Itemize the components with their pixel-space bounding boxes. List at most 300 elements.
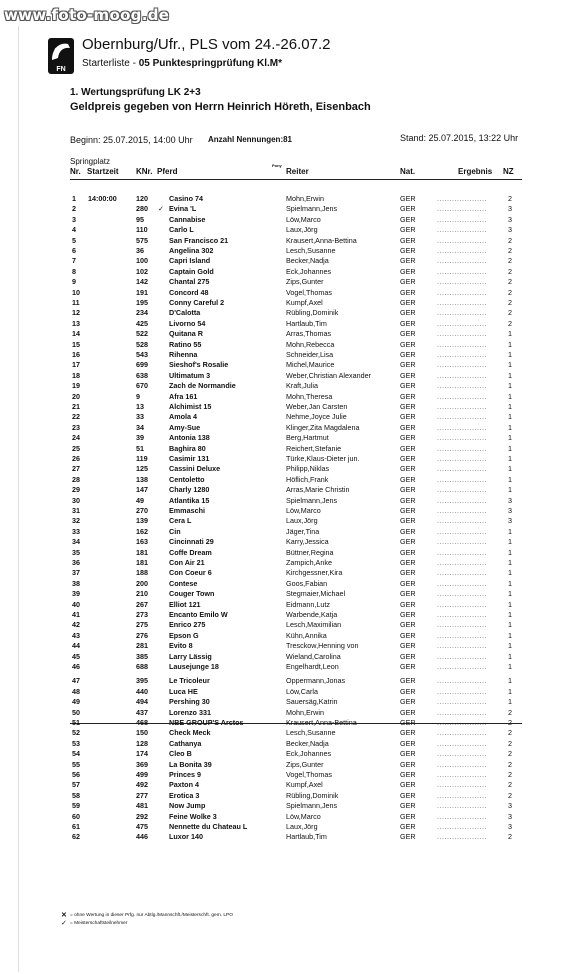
row-nation: GER — [400, 308, 416, 318]
row-result: .................... — [437, 578, 487, 588]
row-nation: GER — [400, 749, 416, 759]
begin-time: Beginn: 25.07.2015, 14:00 Uhr — [70, 135, 193, 145]
row-nz: 1 — [508, 568, 512, 578]
row-nz: 1 — [508, 422, 512, 432]
row-nation: GER — [400, 422, 416, 432]
row-rider: Arras,Thomas — [286, 329, 332, 339]
row-result: .................... — [437, 516, 487, 526]
row-result: .................... — [437, 235, 487, 245]
row-nation: GER — [400, 433, 416, 443]
row-nation: GER — [400, 801, 416, 811]
row-nr: 59 — [72, 801, 80, 811]
row-knr: 234 — [136, 308, 148, 318]
row-rider: Eck,Johannes — [286, 749, 332, 759]
row-nr: 58 — [72, 790, 80, 800]
row-horse: Epson G — [169, 630, 199, 640]
row-nation: GER — [400, 235, 416, 245]
row-knr: 575 — [136, 235, 148, 245]
row-nz: 1 — [508, 381, 512, 391]
row-nr: 10 — [72, 287, 80, 297]
row-knr: 475 — [136, 822, 148, 831]
row-horse: Cathanya — [169, 738, 202, 748]
row-horse: Larry Lässig — [169, 651, 212, 661]
row-rider: Vogel,Thomas — [286, 287, 332, 297]
row-nation: GER — [400, 790, 416, 800]
row-nation: GER — [400, 339, 416, 349]
row-nr: 6 — [72, 246, 76, 255]
row-knr: 125 — [136, 464, 148, 474]
row-nation: GER — [400, 256, 416, 266]
row-knr: 110 — [136, 225, 148, 235]
col-header-pferd: Pferd — [157, 167, 178, 176]
row-horse: Zach de Normandie — [169, 381, 236, 391]
row-nation: GER — [400, 578, 416, 588]
row-result: .................... — [437, 558, 487, 567]
row-result: .................... — [437, 391, 487, 401]
fn-logo-icon — [48, 38, 74, 74]
row-horse: Con Coeur 6 — [169, 568, 212, 578]
row-nz: 3 — [508, 811, 512, 821]
table-row — [0, 589, 588, 599]
row-nation: GER — [400, 620, 416, 630]
row-nr: 14 — [72, 329, 80, 339]
row-nation: GER — [400, 537, 416, 547]
row-horse: Angelina 302 — [169, 246, 214, 255]
row-nz: 2 — [508, 318, 512, 328]
table-row — [0, 631, 588, 641]
checkmark-icon: ✓ — [61, 920, 67, 927]
row-result: .................... — [437, 759, 487, 769]
row-horse: Antonia 138 — [169, 433, 210, 443]
row-nr: 60 — [72, 811, 80, 821]
table-row — [0, 620, 588, 630]
row-rider: Eck,Johannes — [286, 266, 332, 276]
row-nr: 35 — [72, 547, 80, 557]
row-result: .................... — [437, 402, 487, 411]
table-row — [0, 822, 588, 832]
table-row — [0, 832, 588, 842]
row-nation: GER — [400, 225, 416, 235]
row-nz: 2 — [508, 728, 512, 738]
header-divider — [70, 179, 522, 180]
row-nz: 1 — [508, 402, 512, 411]
row-horse: Alchimist 15 — [169, 402, 212, 411]
table-row — [0, 485, 588, 495]
row-horse: Enrico 275 — [169, 620, 206, 630]
row-nation: GER — [400, 558, 416, 567]
row-nation: GER — [400, 547, 416, 557]
row-nz: 2 — [508, 194, 512, 203]
row-nation: GER — [400, 516, 416, 526]
row-nr: 18 — [72, 370, 80, 380]
table-row — [0, 298, 588, 308]
col-header-nr: Nr. — [70, 167, 81, 176]
row-nr: 43 — [72, 630, 80, 640]
row-knr: 670 — [136, 381, 148, 391]
row-nation: GER — [400, 246, 416, 255]
row-horse: Check Meck — [169, 728, 211, 738]
row-result: .................... — [437, 506, 487, 515]
row-result: .................... — [437, 225, 487, 235]
row-horse: Casimir 131 — [169, 454, 210, 463]
row-nz: 3 — [508, 516, 512, 526]
row-rider: Engelhardt,Leon — [286, 662, 339, 671]
table-row — [0, 308, 588, 318]
table-row — [0, 392, 588, 402]
row-horse: Amola 4 — [169, 412, 197, 422]
row-nz: 3 — [508, 495, 512, 505]
row-nation: GER — [400, 495, 416, 505]
page-title: Obernburg/Ufr., PLS vom 24.-26.07.2 — [82, 36, 331, 53]
row-result: .................... — [437, 676, 487, 686]
row-nz: 3 — [508, 214, 512, 224]
table-row — [0, 687, 588, 697]
row-knr: 276 — [136, 630, 148, 640]
row-nz: 1 — [508, 350, 512, 359]
row-rider: Türke,Klaus-Dieter jun. — [286, 454, 360, 463]
row-result: .................... — [437, 443, 487, 453]
row-nz: 1 — [508, 526, 512, 536]
row-nz: 1 — [508, 697, 512, 707]
row-nation: GER — [400, 266, 416, 276]
row-result: .................... — [437, 308, 487, 318]
entry-count: Anzahl Nennungen:81 — [208, 135, 293, 144]
row-result: .................... — [437, 832, 487, 842]
row-knr: 39 — [136, 433, 144, 443]
row-nr: 9 — [72, 277, 76, 287]
row-rider: Laux,Jörg — [286, 516, 318, 526]
row-nr: 12 — [72, 308, 80, 318]
row-nr: 47 — [72, 676, 80, 686]
row-nz: 1 — [508, 578, 512, 588]
row-result: .................... — [437, 298, 487, 307]
row-nz: 3 — [508, 801, 512, 811]
row-horse: D'Calotta — [169, 308, 201, 318]
row-horse: Cleo B — [169, 749, 192, 759]
row-result: .................... — [437, 412, 487, 422]
row-knr: 440 — [136, 686, 148, 696]
row-rider: Lesch,Maximilian — [286, 620, 342, 630]
row-nz: 3 — [508, 204, 512, 214]
row-nation: GER — [400, 651, 416, 661]
row-nation: GER — [400, 485, 416, 495]
cross-icon: ✕ — [61, 912, 67, 919]
row-nr: 49 — [72, 697, 80, 707]
row-nz: 2 — [508, 277, 512, 287]
row-nr: 54 — [72, 749, 80, 759]
table-row — [0, 371, 588, 381]
row-horse: Lausejunge 18 — [169, 662, 219, 671]
table-row — [0, 548, 588, 558]
row-knr: 468 — [136, 718, 148, 727]
row-knr: 174 — [136, 749, 148, 759]
row-horse: Conny Careful 2 — [169, 298, 225, 307]
row-horse: NBE GROUP'S Arctos — [169, 718, 244, 727]
row-result: .................... — [437, 495, 487, 505]
row-result: .................... — [437, 485, 487, 495]
row-result: .................... — [437, 454, 487, 463]
row-nz: 2 — [508, 790, 512, 800]
table-row — [0, 791, 588, 801]
row-nz: 1 — [508, 454, 512, 463]
row-nr: 21 — [72, 402, 80, 411]
row-nation: GER — [400, 568, 416, 578]
row-result: .................... — [437, 728, 487, 738]
row-horse: Sieshof's Rosalie — [169, 360, 229, 370]
row-rider: Hartlaub,Tim — [286, 318, 327, 328]
row-nation: GER — [400, 402, 416, 411]
row-result: .................... — [437, 381, 487, 391]
row-nr: 31 — [72, 506, 80, 515]
row-knr: 437 — [136, 707, 148, 717]
row-result: .................... — [437, 822, 487, 831]
row-horse: Capri Island — [169, 256, 211, 266]
watermark: www.foto-moog.de — [4, 6, 170, 24]
table-row — [0, 319, 588, 329]
row-nr: 46 — [72, 662, 80, 671]
row-result: .................... — [437, 422, 487, 432]
subtitle-prefix: Starterliste - — [82, 58, 136, 69]
table-row — [0, 256, 588, 266]
row-knr: 281 — [136, 641, 148, 651]
row-rider: Krausert,Anna-Bettina — [286, 718, 357, 727]
row-knr: 267 — [136, 599, 148, 609]
row-rider: Kumpf,Axel — [286, 780, 323, 790]
row-rider: Schneider,Lisa — [286, 350, 334, 359]
row-result: .................... — [437, 537, 487, 547]
table-row — [0, 267, 588, 277]
col-header-knr: KNr. — [136, 167, 153, 176]
row-nr: 57 — [72, 780, 80, 790]
row-nr: 36 — [72, 558, 80, 567]
arena-name: Springplatz — [70, 157, 111, 166]
row-nr: 62 — [72, 832, 80, 842]
row-knr: 181 — [136, 547, 148, 557]
row-nr: 32 — [72, 516, 80, 526]
row-knr: 528 — [136, 339, 148, 349]
row-nz: 1 — [508, 474, 512, 484]
row-nz: 1 — [508, 686, 512, 696]
row-result: .................... — [437, 718, 487, 727]
row-knr: 150 — [136, 728, 148, 738]
row-horse: Couger Town — [169, 589, 215, 599]
row-horse: Amy-Sue — [169, 422, 201, 432]
row-nr: 3 — [72, 214, 76, 224]
row-rider: Kraft,Julia — [286, 381, 318, 391]
row-nz: 1 — [508, 558, 512, 567]
row-nr: 61 — [72, 822, 80, 831]
row-nr: 38 — [72, 578, 80, 588]
row-horse: Captain Gold — [169, 266, 214, 276]
row-nation: GER — [400, 589, 416, 599]
table-row — [0, 246, 588, 256]
row-horse: Centoletto — [169, 474, 205, 484]
row-result: .................... — [437, 547, 487, 557]
row-nation: GER — [400, 370, 416, 380]
footnote-championship: = Meisterschaftsteilnehmer — [70, 921, 128, 926]
row-nation: GER — [400, 610, 416, 619]
row-rider: Tresckow,Henning von — [286, 641, 359, 651]
table-row — [0, 329, 588, 339]
row-rider: Löw,Marco — [286, 506, 321, 515]
row-knr: 210 — [136, 589, 148, 599]
col-header-pony: Pony — [272, 163, 282, 168]
row-result: .................... — [437, 568, 487, 578]
row-result: .................... — [437, 620, 487, 630]
row-rider: Zips,Gunter — [286, 759, 324, 769]
row-nation: GER — [400, 676, 416, 686]
row-knr: 120 — [136, 194, 148, 203]
row-nr: 13 — [72, 318, 80, 328]
col-header-nz: NZ — [503, 167, 514, 176]
table-row — [0, 749, 588, 759]
row-nr: 52 — [72, 728, 80, 738]
table-row — [0, 412, 588, 422]
row-nation: GER — [400, 204, 416, 214]
row-knr: 499 — [136, 770, 148, 779]
table-row — [0, 739, 588, 749]
stand-time: Stand: 25.07.2015, 13:22 Uhr — [400, 133, 519, 143]
row-nz: 1 — [508, 329, 512, 339]
row-rider: Rübling,Dominik — [286, 790, 339, 800]
row-nz: 1 — [508, 464, 512, 474]
row-rider: Weber,Jan Carsten — [286, 402, 348, 411]
row-horse: Con Air 21 — [169, 558, 205, 567]
table-row — [0, 600, 588, 610]
row-nz: 1 — [508, 599, 512, 609]
row-knr: 95 — [136, 214, 144, 224]
row-result: .................... — [437, 350, 487, 359]
row-knr: 481 — [136, 801, 148, 811]
row-knr: 139 — [136, 516, 148, 526]
row-knr: 100 — [136, 256, 148, 266]
table-row — [0, 760, 588, 770]
row-horse: San Francisco 21 — [169, 235, 229, 245]
row-nr: 55 — [72, 759, 80, 769]
row-result: .................... — [437, 662, 487, 671]
row-rider: Reichert,Stefanie — [286, 443, 342, 453]
competition-name: 1. Wertungsprüfung LK 2+3 — [70, 87, 201, 98]
row-knr: 102 — [136, 266, 148, 276]
row-horse: Baghira 80 — [169, 443, 206, 453]
row-nz: 1 — [508, 676, 512, 686]
row-rider: Krausert,Anna-Bettina — [286, 235, 357, 245]
row-rider: Berg,Hartmut — [286, 433, 329, 443]
row-nr: 2 — [72, 204, 76, 214]
row-rider: Goos,Fabian — [286, 578, 328, 588]
row-nz: 3 — [508, 225, 512, 235]
row-nr: 30 — [72, 495, 80, 505]
row-horse: Cassini Deluxe — [169, 464, 221, 474]
row-result: .................... — [437, 738, 487, 748]
row-result: .................... — [437, 630, 487, 640]
row-horse: Cannabise — [169, 214, 206, 224]
row-nr: 24 — [72, 433, 80, 443]
table-row — [0, 340, 588, 350]
row-rider: Mohn,Rebecca — [286, 339, 335, 349]
row-nr: 1 — [72, 194, 76, 203]
row-nation: GER — [400, 770, 416, 779]
row-knr: 492 — [136, 780, 148, 790]
row-rider: Hartlaub,Tim — [286, 832, 327, 842]
row-rider: Kirchgessner,Kira — [286, 568, 343, 578]
row-nation: GER — [400, 662, 416, 671]
row-rider: Arras,Marie Christin — [286, 485, 350, 495]
table-row — [0, 423, 588, 433]
row-horse: Paxton 4 — [169, 780, 199, 790]
row-nr: 20 — [72, 391, 80, 401]
row-nz: 1 — [508, 443, 512, 453]
row-rider: Zampich,Anke — [286, 558, 332, 567]
row-knr: 699 — [136, 360, 148, 370]
row-horse: Feine Wolke 3 — [169, 811, 217, 821]
row-horse: Encanto Emilo W — [169, 610, 228, 619]
row-nation: GER — [400, 728, 416, 738]
row-nz: 2 — [508, 287, 512, 297]
row-result: .................... — [437, 749, 487, 759]
row-result: .................... — [437, 339, 487, 349]
row-knr: 138 — [136, 474, 148, 484]
row-knr: 280 — [136, 204, 148, 214]
row-nz: 1 — [508, 651, 512, 661]
row-rider: Zips,Gunter — [286, 277, 324, 287]
row-horse: Ratino 55 — [169, 339, 202, 349]
row-nr: 56 — [72, 770, 80, 779]
row-nz: 2 — [508, 738, 512, 748]
row-knr: 188 — [136, 568, 148, 578]
table-row — [0, 402, 588, 412]
row-result: .................... — [437, 610, 487, 619]
row-horse: Elliot 121 — [169, 599, 201, 609]
table-row — [0, 350, 588, 360]
table-row — [0, 527, 588, 537]
row-knr: 119 — [136, 454, 148, 463]
row-rider: Kumpf,Axel — [286, 298, 323, 307]
table-row — [0, 579, 588, 589]
row-nz: 1 — [508, 589, 512, 599]
col-header-ergebnis: Ergebnis — [458, 167, 493, 176]
prize-sponsor: Geldpreis gegeben von Herrn Heinrich Höreth, Eisenbach — [70, 101, 371, 113]
row-horse: Ultimatum 3 — [169, 370, 211, 380]
table-row — [0, 708, 588, 718]
row-rider: Sauersäg,Katrin — [286, 697, 338, 707]
row-rider: Michel,Maurice — [286, 360, 335, 370]
row-rider: Jäger,Tina — [286, 526, 320, 536]
row-knr: 34 — [136, 422, 144, 432]
row-nr: 16 — [72, 350, 80, 359]
row-nr: 51 — [72, 718, 80, 727]
row-nation: GER — [400, 194, 416, 203]
row-horse: Concord 48 — [169, 287, 209, 297]
col-header-start: Startzeit — [87, 167, 119, 176]
row-result: .................... — [437, 801, 487, 811]
row-rider: Eidmann,Lutz — [286, 599, 330, 609]
row-nation: GER — [400, 329, 416, 339]
table-row — [0, 662, 588, 672]
row-result: .................... — [437, 707, 487, 717]
row-nr: 28 — [72, 474, 80, 484]
row-knr: 181 — [136, 558, 148, 567]
row-nr: 4 — [72, 225, 76, 235]
row-result: .................... — [437, 464, 487, 474]
row-nr: 23 — [72, 422, 80, 432]
table-row — [0, 641, 588, 651]
row-nation: GER — [400, 811, 416, 821]
row-rider: Klinger,Zita Magdalena — [286, 422, 360, 432]
row-horse: La Bonita 39 — [169, 759, 212, 769]
row-nz: 2 — [508, 256, 512, 266]
row-result: .................... — [437, 686, 487, 696]
